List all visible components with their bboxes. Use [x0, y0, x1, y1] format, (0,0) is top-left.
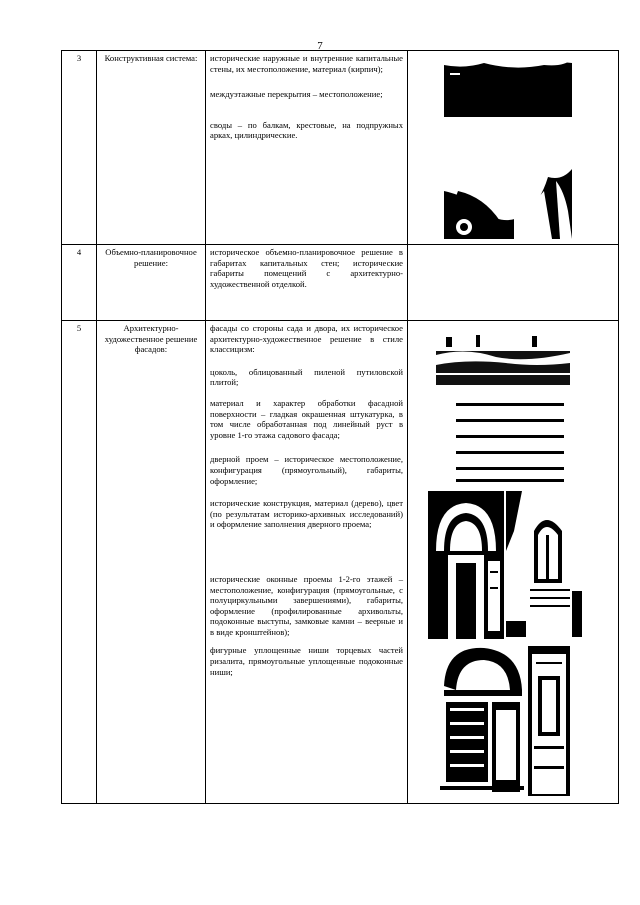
- description-item: материал и характер обработки фасадной поверхности – гладкая окрашенная штукатурка, в том числе обработанная под линейный руст в уровне 1-го этажа садового фасада;: [210, 397, 403, 440]
- description-item: междуэтажные перекрытия – местоположение;: [210, 89, 383, 100]
- row-description: [206, 245, 408, 321]
- table-row: [62, 245, 619, 321]
- row-images: [408, 245, 619, 321]
- table-row: [62, 321, 619, 804]
- description-item: исторические конструкция, материал (дерево), цвет (по результатам историко-архивных исследований) и оформление заполнения дверного проема;: [210, 498, 403, 530]
- description-item: цоколь, облицованный пиленой путиловской плитой;: [210, 366, 403, 388]
- row-description: [206, 51, 408, 245]
- row-name: Конструктивная система:: [97, 51, 206, 245]
- window-photo: [506, 491, 582, 637]
- door-photo: [428, 491, 504, 639]
- description-item: своды – по балкам, крестовые, на подпружных арках, цилиндрические.: [210, 119, 403, 141]
- vault-photo: [444, 151, 572, 239]
- niche-photo: [528, 646, 570, 796]
- row-number: 5: [62, 321, 97, 804]
- description-item: дверной проем – историческое местоположение, конфигурация (прямоугольный), габариты, оформление;: [210, 454, 403, 486]
- row-name: Архитектурно-художественное решение фасадов:: [97, 321, 206, 804]
- register-table: [61, 50, 619, 804]
- row-description: [206, 321, 408, 804]
- wall-photo: [444, 53, 572, 117]
- page-number: 7: [317, 40, 323, 52]
- rustication-drawing: [454, 401, 566, 483]
- description-item: историческое объемно-планировочное решение в габаритах капитальных стен; исторические габариты помещений с архитектурно-художественной отделкой.: [210, 247, 403, 289]
- description-item: исторические наружные и внутренние капитальные стены, их местоположение, материал (кирпич);: [210, 53, 403, 74]
- row-number: 4: [62, 245, 97, 321]
- description-item: исторические оконные проемы 1-2-го этажей – местоположение, конфигурация (прямоугольные, с полуциркульными завершениями), габариты, оформление (профилированные архивольты, подоконные выступы, замковые камни – веерные и в виде кронштейнов);: [210, 573, 403, 637]
- plinth-photo: [436, 333, 570, 385]
- row-number: 3: [62, 51, 97, 245]
- row-images: [408, 51, 619, 245]
- description-item: фигурные уплощенные ниши торцевых частей ризалита, прямоугольные уплощенные подоконные ниши;: [210, 645, 403, 677]
- window-arch-photo: [440, 646, 524, 796]
- description-item: фасады со стороны сада и двора, их историческое архитектурно-художественное решение в стиле классицизм:: [210, 323, 403, 355]
- row-images: [408, 321, 619, 804]
- table-row: [62, 51, 619, 245]
- row-name: Объемно-планировочное решение:: [97, 245, 206, 321]
